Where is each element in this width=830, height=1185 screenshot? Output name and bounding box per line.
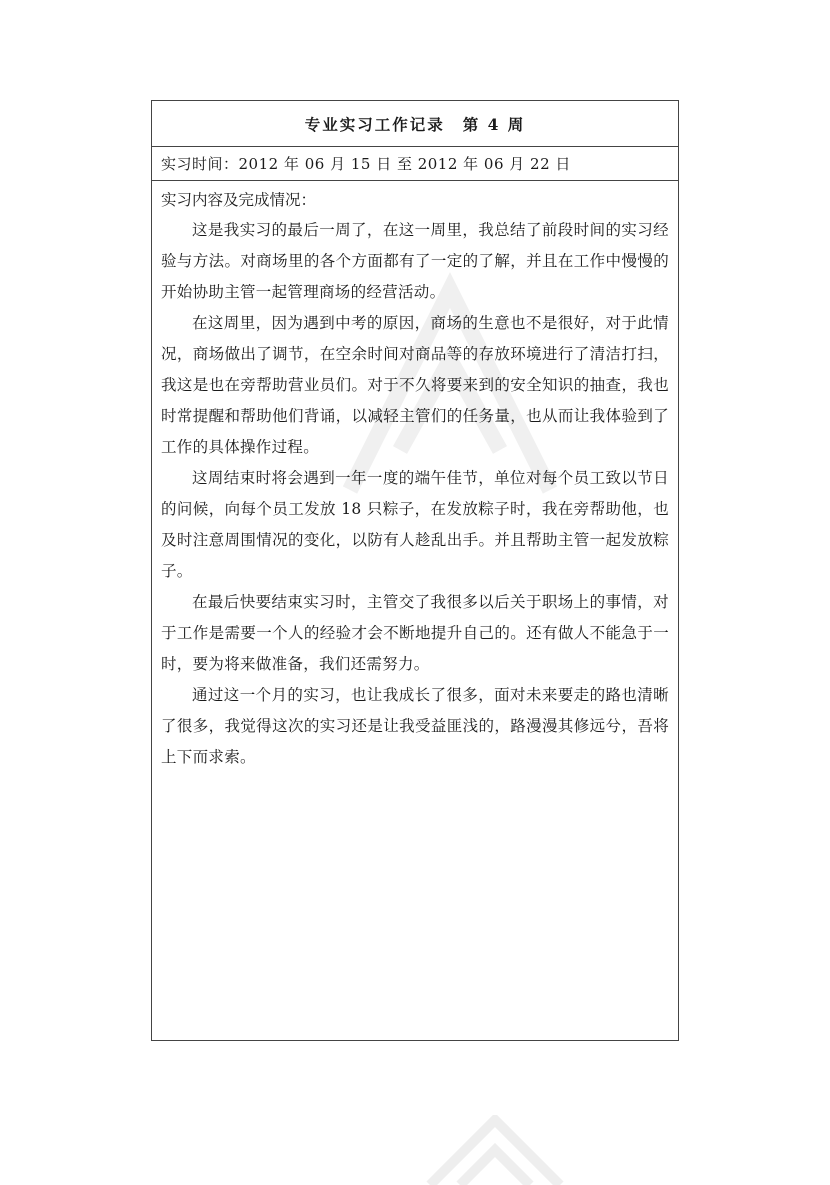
work-record-table (151, 100, 679, 1041)
paragraph-2: 在这周里，因为遇到中考的原因，商场的生意也不是很好，对于此情况，商场做出了调节，在空余时间对商品等的存放环境进行了清洁打扫，我这是也在旁帮助营业员们。对于不久将要来到的安全知识的抽查，我也时常提醒和帮助他们背诵，以减轻主管们的任务量，也从而让我体验到了工作的具体操作过程。 (161, 314, 669, 456)
internship-period: 实习时间：2012 年 06 月 15 日 至 2012 年 06 月 22 日 (161, 155, 571, 173)
week-number: 第 4 周 (462, 114, 526, 134)
content-cell (152, 181, 678, 773)
watermark-logo-bottom-icon (425, 1115, 565, 1185)
internship-date-row (152, 147, 678, 181)
record-title: 专业实习工作记录 (304, 114, 445, 134)
table-title-row (152, 101, 678, 147)
paragraph-5: 通过这一个月的实习，也让我成长了很多，面对未来要走的路也清晰了很多，我觉得这次的实习还是让我受益匪浅的，路漫漫其修远兮，吾将上下而求索。 (161, 686, 669, 766)
paragraph-3: 这周结束时将会遇到一年一度的端午佳节，单位对每个员工致以节日的问候，向每个员工发放 18 只粽子，在发放粽子时，我在旁帮助他，也及时注意周围情况的变化，以防有人趁乱出手。并且帮助主管一起发放粽子。 (161, 469, 669, 580)
paragraph-1: 这是我实习的最后一周了，在这一周里，我总结了前段时间的实习经验与方法。对商场里的各个方面都有了一定的了解，并且在工作中慢慢的开始协助主管一起管理商场的经营活动。 (161, 221, 669, 301)
content-label: 实习内容及完成情况： (161, 191, 317, 209)
paragraph-4: 在最后快要结束实习时，主管交了我很多以后关于职场上的事情，对于工作是需要一个人的经验才会不断地提升自己的。还有做人不能急于一时，要为将来做准备，我们还需努力。 (161, 593, 669, 673)
